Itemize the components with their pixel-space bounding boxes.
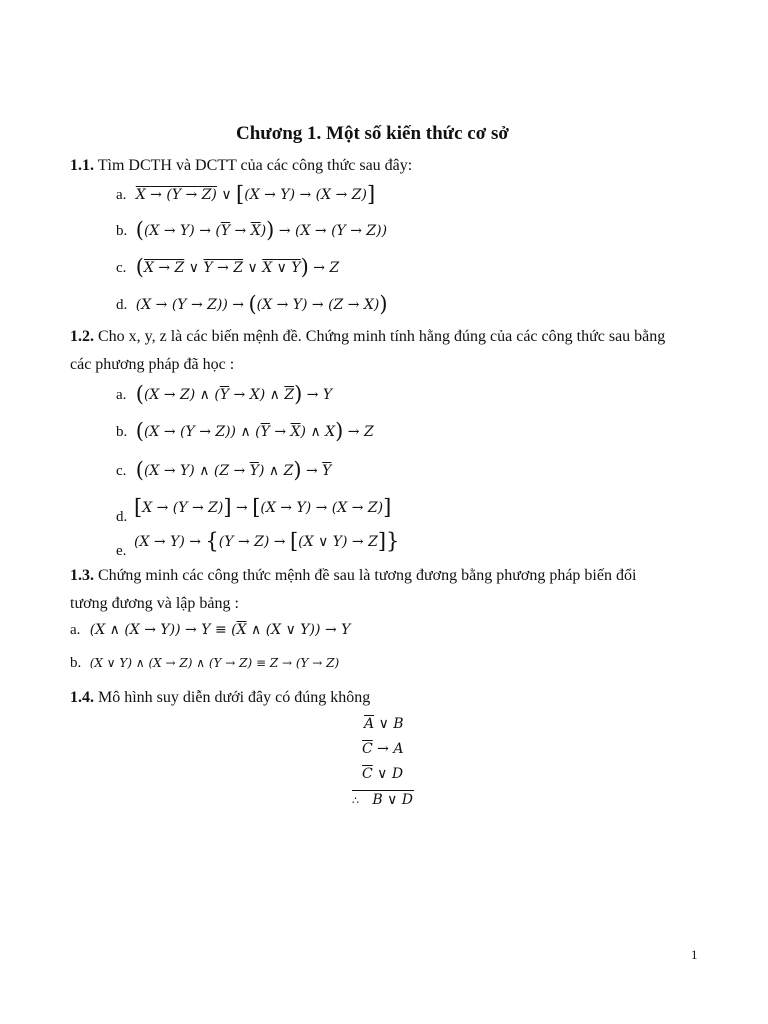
exercise-1-2-prompt [70,327,665,347]
formula-1-3-a: a. (X ∧ $(X \to Y)) \to Y \equiv (\overline{X}$ ∧ (X ∨ Y)) → Y [70,622,351,638]
exercise-text: Mô hình suy diễn dưới đây có đúng không [98,689,371,706]
exercise-text-line1: Chứng minh các công thức mệnh đề sau là tương đương bằng phương pháp biến đổi [98,567,637,584]
exercise-1-1-prompt [70,156,412,176]
exercise-number: 1.3. [70,567,94,584]
formula-1-1-a: a. X → (Y → Z) ∨ [(X → Y) → (X → Z)] [116,182,376,206]
exercise-1-2-prompt-line2: các phương pháp đã học : [70,356,235,373]
formula-1-3-b: b. (X ∨ Y) ∧ (X → Z) ∧ (Y → Z) ≡ Z → (Y → Z) [70,655,340,671]
premise-1: $\overline{A}$ ∨ B [364,716,404,732]
exercise-1-4-prompt [70,688,370,708]
formula-1-2-e: (X → Y) → {(Y → Z) → [(X ∨ Y) → Z]} [134,529,400,553]
item-label-e: e. [116,543,127,559]
exercise-text: Tìm DCTH và DCTT của các công thức sau đây: [97,157,413,174]
formula-1-2-c: c. ((X → Y) ∧ $(Z \to \overline{Y})$ ∧ $Z) \to \overline{Y}$ [116,458,332,482]
item-label: d. [116,297,128,313]
item-label: a. [116,187,127,203]
conclusion: ∴ B ∨ D [352,792,414,808]
item-label: b. [116,223,128,239]
premise-3: $\overline{C}$ ∨ D [362,766,404,782]
exercise-number: 1.1. [70,157,94,174]
inference-rule-line [352,790,414,791]
item-label: c. [116,463,127,479]
formula-1-1-b: b. $((X \to Y) \to (\overline{Y} \to \overline{X})) \to (X \to (Y \to Z))$ [116,218,388,242]
exercise-number: 1.4. [70,689,94,706]
formula-1-2-d: [X → (Y → Z)] → [(X → Y) → (X → Z)] [134,495,392,519]
item-label: a. [70,622,81,638]
formula-1-1-c: c. (X → Z ∨ Y → Z ∨ X ∨ Y) → Z [116,255,340,279]
formula-1-2-b: b. ((X → (Y → Z)) ∧ $(\overline{Y} \to \overline{X})$ ∧ X) → Z [116,419,374,443]
formula-1-2-a: a. ((X → Z) ∧ $(\overline{Y} \to X)$ ∧ $\overline{Z}) \to Y$ [116,382,333,406]
exercise-number: 1.2. [70,328,94,345]
exercise-1-3-prompt-line2: tương đương và lập bảng : [70,595,239,612]
item-label-d: d. [116,509,128,525]
item-label: c. [116,260,127,276]
exercise-text-line1: Cho x, y, z là các biến mệnh đề. Chứng minh tính hằng đúng của các công thức sau bằng [98,328,666,345]
premise-2: $\overline{C} \to A$ [362,741,404,757]
item-label: b. [116,424,128,440]
exercise-1-3-prompt [70,566,636,586]
formula-1-1-d: d. (X → (Y → Z)) → ((X → Y) → (Z → X)) [116,292,388,316]
item-label: a. [116,387,127,403]
item-label: b. [70,655,82,671]
page-number: 1 [691,947,698,962]
chapter-title: Chương 1. Một số kiến thức cơ sở [236,123,509,144]
